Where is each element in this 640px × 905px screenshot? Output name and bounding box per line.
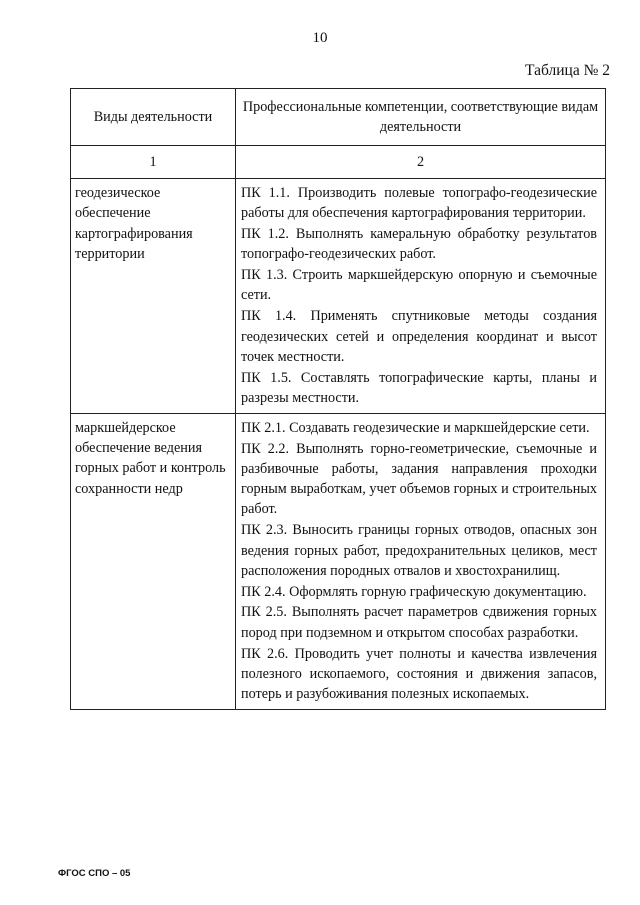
table-header-row <box>71 89 606 146</box>
column-number-row <box>71 146 606 179</box>
competence-item: ПК 2.5. Выполнять расчет параметров сдвижения горных пород при подземном и открытом способах разработки. <box>241 604 597 641</box>
competence-item: ПК 1.4. Применять спутниковые методы создания геодезических сетей и определения координат и высот точек местности. <box>241 308 597 365</box>
competences-cell <box>236 179 606 414</box>
footer-standard-code: ФГОС СПО – 05 <box>58 868 131 879</box>
competence-item: ПК 1.1. Производить полевые топографо-геодезические работы для обеспечения картографирования территории. <box>241 185 597 222</box>
competence-item: ПК 2.1. Создавать геодезические и маркшейдерские сети. <box>241 419 590 436</box>
competence-table <box>70 88 606 710</box>
activity-cell: геодезическое обеспечение картографирования территории <box>71 179 236 414</box>
page-number: 10 <box>312 30 328 46</box>
competence-item: ПК 2.4. Оформлять горную графическую документацию. <box>241 583 587 600</box>
header-competences: Профессиональные компетенции, соответствующие видам деятельности <box>236 89 606 146</box>
competence-item: ПК 1.2. Выполнять камеральную обработку результатов топографо-геодезических работ. <box>241 226 597 263</box>
competence-item: ПК 2.6. Проводить учет полноты и качества извлечения полезного ископаемого, состояния и движения запасов, потерь и разубоживания полезных ископаемых. <box>241 645 597 703</box>
competences-cell <box>236 413 606 709</box>
competence-item: ПК 2.2. Выполнять горно-геометрические, съемочные и разбивочные работы, задания направления проходки горным выработкам, учет объемов горных и строительных работ. <box>241 440 597 518</box>
header-activity-types: Виды деятельности <box>71 89 236 146</box>
competence-item: ПК 1.3. Строить маркшейдерскую опорную и съемочные сети. <box>241 267 597 304</box>
table-caption: Таблица № 2 <box>525 62 610 79</box>
activity-cell: маркшейдерское обеспечение ведения горных работ и контроль сохранности недр <box>71 413 236 709</box>
column-number-1: 1 <box>71 146 236 179</box>
competence-item: ПК 2.3. Выносить границы горных отводов, опасных зон ведения горных работ, предохранительных целиков, мест расположения породных отвалов и хвостохранилищ. <box>241 522 597 579</box>
table-row <box>71 413 606 709</box>
competence-item: ПК 1.5. Составлять топографические карты, планы и разрезы местности. <box>241 369 597 406</box>
column-number-2: 2 <box>236 146 606 179</box>
table-row <box>71 179 606 414</box>
